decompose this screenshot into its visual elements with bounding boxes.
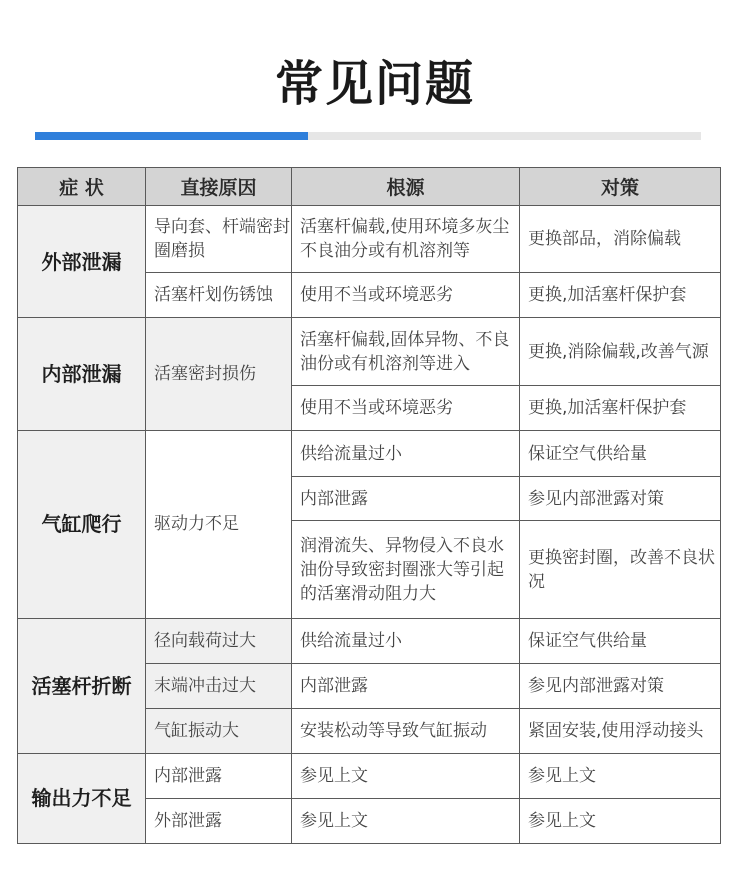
root-cell: 安装松动等导致气缸振动	[292, 708, 520, 753]
header-root: 根源	[292, 168, 520, 206]
root-cell: 供给流量过小	[292, 618, 520, 663]
direct-cause-cell: 内部泄露	[146, 753, 292, 798]
root-cell: 参见上文	[292, 753, 520, 798]
faq-table	[17, 167, 721, 844]
measure-cell: 参见内部泄露对策	[520, 663, 721, 708]
root-cell: 润滑流失、异物侵入不良水油份导致密封圈涨大等引起的活塞滑动阻力大	[292, 521, 520, 618]
measure-cell: 更换,加活塞杆保护套	[520, 386, 721, 431]
direct-cause-cell: 驱动力不足	[146, 431, 292, 618]
header-direct-cause: 直接原因	[146, 168, 292, 206]
table-row	[18, 206, 721, 273]
direct-cause-cell: 外部泄露	[146, 798, 292, 843]
root-cell: 参见上文	[292, 798, 520, 843]
direct-cause-cell: 活塞杆划伤锈蚀	[146, 273, 292, 318]
header-measure: 对策	[520, 168, 721, 206]
direct-cause-cell: 末端冲击过大	[146, 663, 292, 708]
symptom-cell: 活塞杆折断	[18, 618, 146, 753]
root-cell: 内部泄露	[292, 663, 520, 708]
table-header-row	[18, 168, 721, 206]
root-cell: 内部泄露	[292, 477, 520, 521]
progress-bar	[35, 132, 701, 140]
measure-cell: 参见上文	[520, 753, 721, 798]
symptom-cell: 内部泄漏	[18, 318, 146, 431]
measure-cell: 保证空气供给量	[520, 618, 721, 663]
table-row	[18, 431, 721, 477]
root-cell: 使用不当或环境恶劣	[292, 273, 520, 318]
root-cell: 活塞杆偏载,固体异物、不良油份或有机溶剂等进入	[292, 318, 520, 386]
measure-cell: 更换,消除偏载,改善气源	[520, 318, 721, 386]
measure-cell: 保证空气供给量	[520, 431, 721, 477]
measure-cell: 参见内部泄露对策	[520, 477, 721, 521]
direct-cause-cell: 径向载荷过大	[146, 618, 292, 663]
root-cell: 活塞杆偏载,使用环境多灰尘不良油分或有机溶剂等	[292, 206, 520, 273]
direct-cause-cell: 导向套、杆端密封圈磨损	[146, 206, 292, 273]
measure-cell: 更换,加活塞杆保护套	[520, 273, 721, 318]
measure-cell: 紧固安装,使用浮动接头	[520, 708, 721, 753]
symptom-cell: 气缸爬行	[18, 431, 146, 618]
symptom-cell: 输出力不足	[18, 753, 146, 843]
page-title: 常见问题	[274, 56, 475, 112]
direct-cause-cell: 气缸振动大	[146, 708, 292, 753]
table-row	[18, 618, 721, 663]
root-cell: 使用不当或环境恶劣	[292, 386, 520, 431]
progress-bar-fill	[35, 132, 308, 140]
direct-cause-cell: 活塞密封损伤	[146, 318, 292, 431]
symptom-cell: 外部泄漏	[18, 206, 146, 318]
header-symptom: 症 状	[18, 168, 146, 206]
measure-cell: 参见上文	[520, 798, 721, 843]
table-row	[18, 753, 721, 798]
measure-cell: 更换密封圈，改善不良状况	[520, 521, 721, 618]
measure-cell: 更换部品，消除偏载	[520, 206, 721, 273]
table-row	[18, 318, 721, 386]
root-cell: 供给流量过小	[292, 431, 520, 477]
